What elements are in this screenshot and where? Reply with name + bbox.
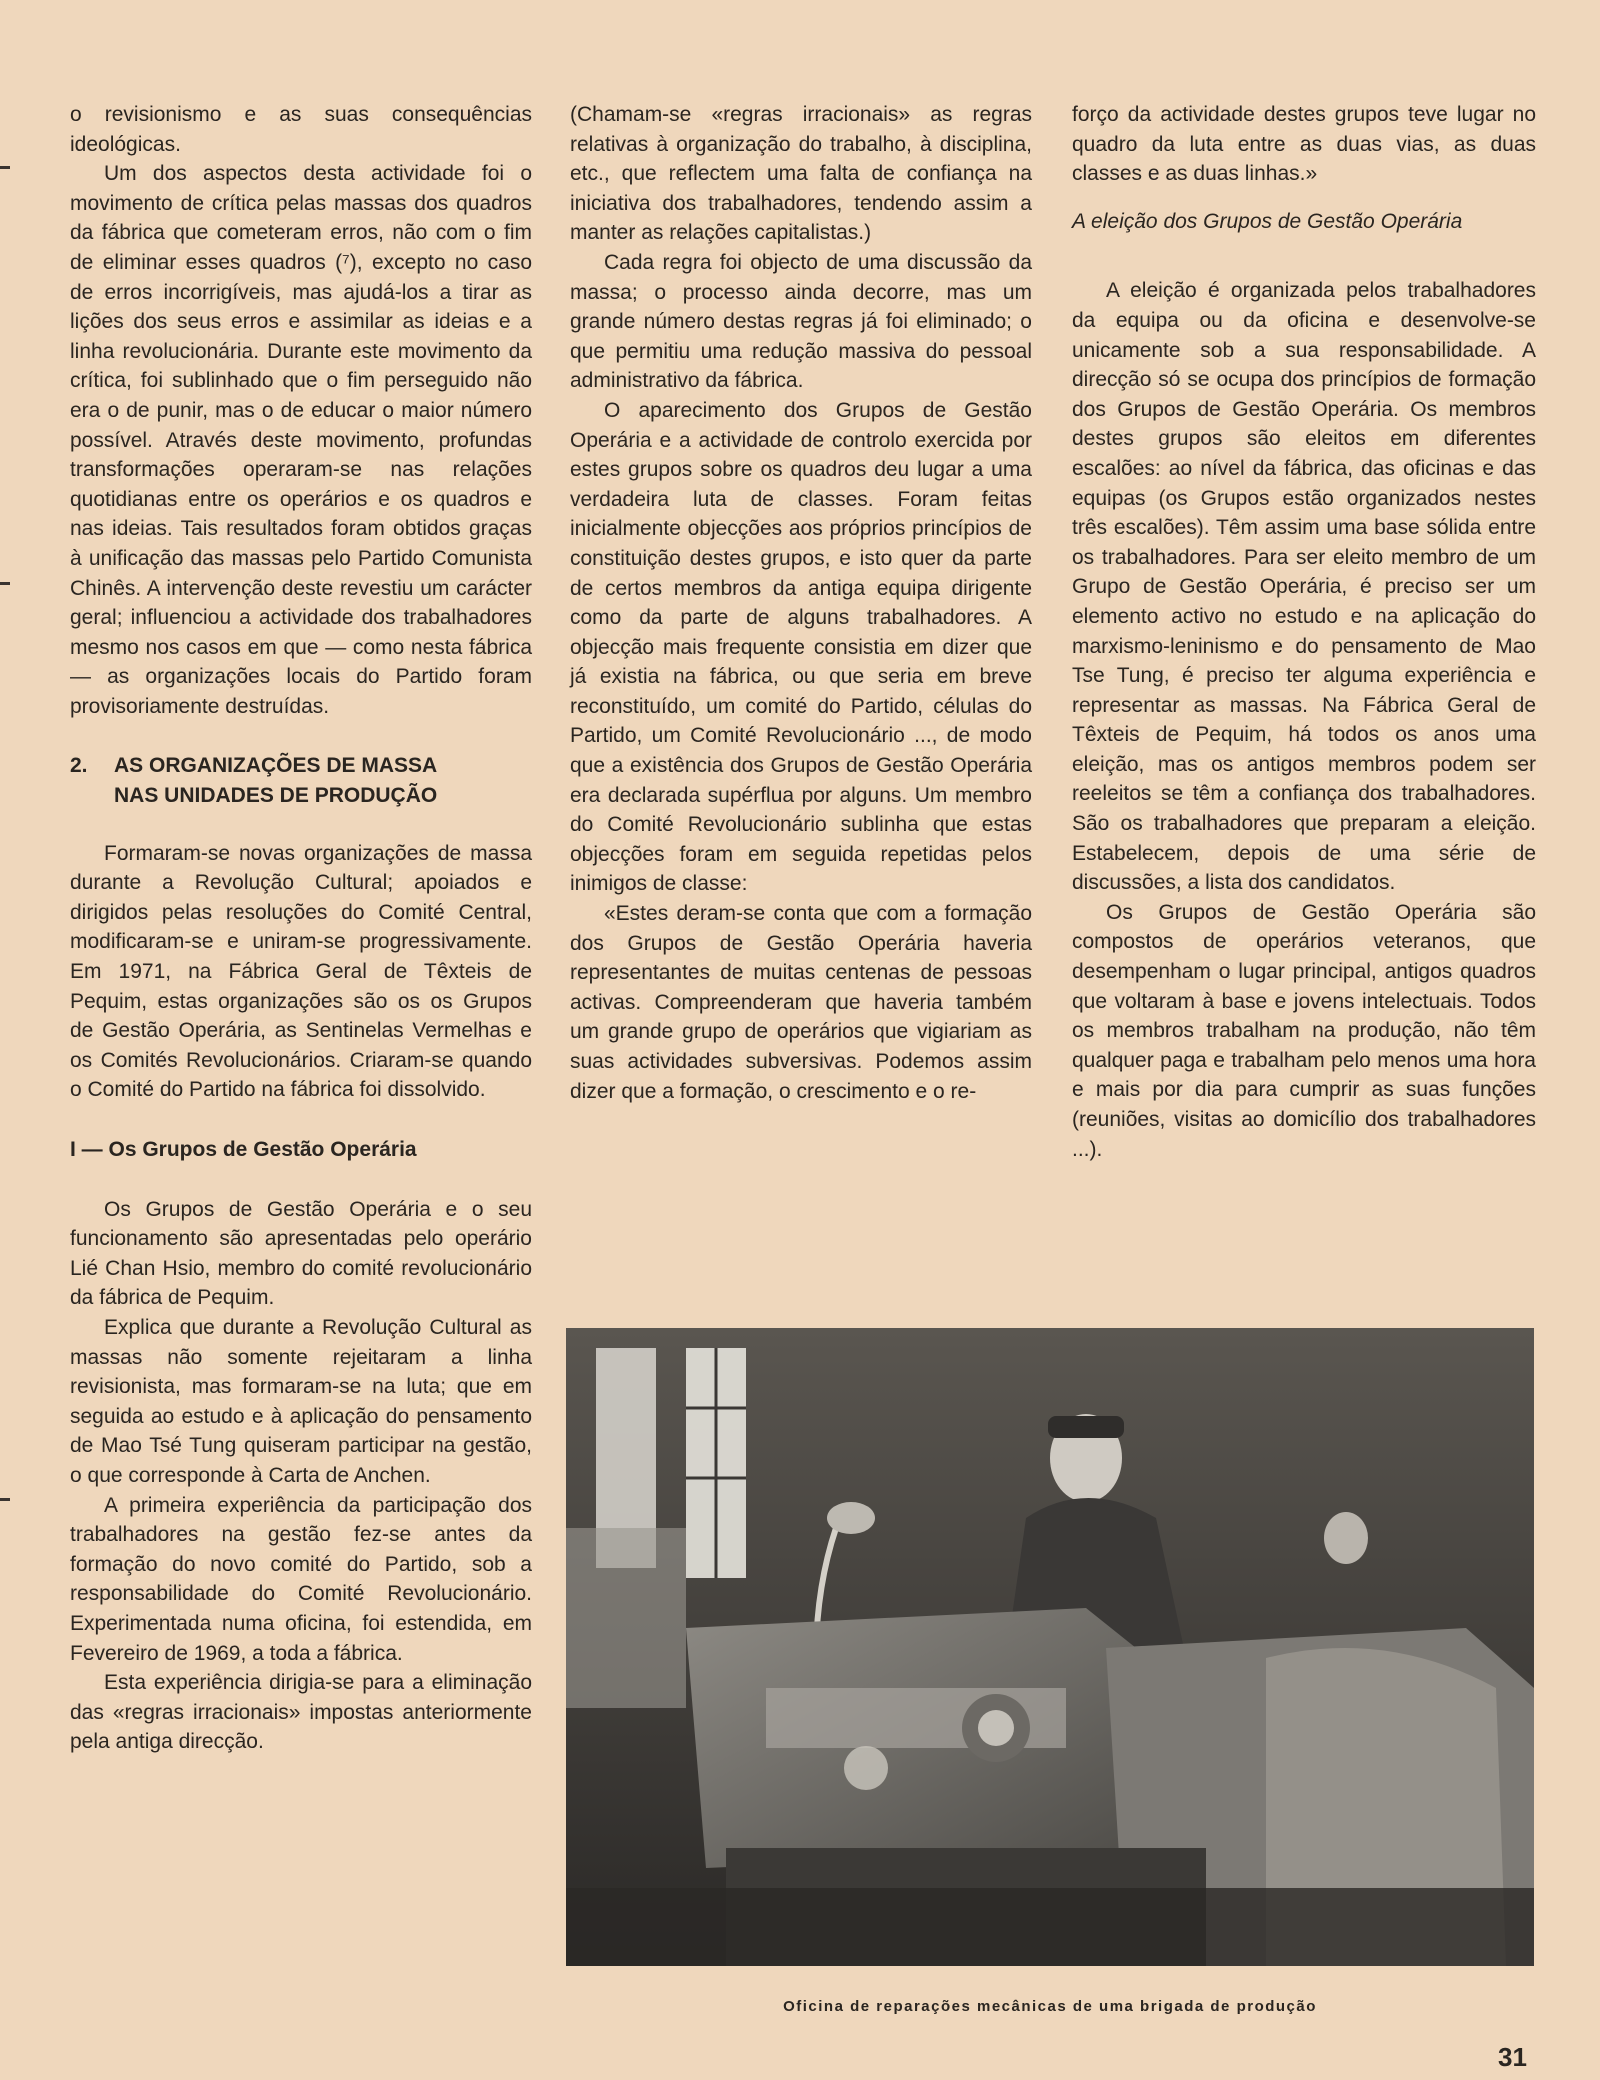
page-number: 31 bbox=[1498, 2042, 1527, 2072]
section-number: 2. bbox=[70, 754, 88, 778]
factory-photo-illustration bbox=[566, 1328, 1534, 1966]
section-title-line1: AS ORGANIZAÇÕES DE MASSA bbox=[114, 754, 438, 778]
photo-caption: Oficina de reparações mecânicas de uma brigada de produção bbox=[783, 1998, 1317, 2015]
sub-heading: I — Os Grupos de Gestão Operária bbox=[70, 1138, 417, 1161]
paragraph: «Estes deram-se conta que com a formação dos Grupos de Gestão Operária haveria representantes de muitas centenas de pessoas activas. Compreenderam que haveria também um grande grupo de operários que vigiariam as suas actividades subversivas. Podemos assim dizer que a formação, o crescimento e o re- bbox=[570, 902, 1032, 1103]
text-column-1 bbox=[70, 100, 532, 1757]
margin-mark bbox=[0, 582, 10, 585]
paragraph: Os Grupos de Gestão Operária são compostos de operários veteranos, que desempenham o lugar principal, antigos quadros que voltaram à base e jovens intelectuais. Todos os membros trabalham na produção, não têm qualquer paga e trabalham pelo menos uma hora e mais por dia para cumprir as suas funções (reuniões, visitas ao domicílio dos trabalhadores ...). bbox=[1072, 900, 1536, 1161]
paragraph: o revisionismo e as suas consequências ideológicas. bbox=[70, 103, 532, 156]
paragraph: (Chamam-se «regras irracionais» as regras relativas à organização do trabalho, à disciplina, etc., que reflectem uma falta de confiança na iniciativa dos trabalhadores, tendendo assim a manter as relações capitalistas.) bbox=[570, 103, 1032, 245]
paragraph: Cada regra foi objecto de uma discussão da massa; o processo ainda decorre, mas um grande número destas regras já foi eliminado; o que permitiu uma redução massiva do pessoal administrativo da fábrica. bbox=[570, 250, 1032, 393]
section-title-line2: NAS UNIDADES DE PRODUÇÃO bbox=[114, 784, 438, 808]
paragraph: A eleição é organizada pelos trabalhadores da equipa ou da oficina e desenvolve-se unicamente sob a sua responsabilidade. A direcção só se ocupa dos princípios de formação dos Grupos de Gestão Operária. Os membros destes grupos são eleitos em diferentes escalões: ao nível da fábrica, das oficinas e das equipas (os Grupos estão organizados nestes três escalões). Têm assim uma base sólida entre os trabalhadores. Para ser eleito membro de um Grupo de Gestão Operária, é preciso ser um elemento activo no estudo e na aplicação do marxismo-leninismo e do pensamento de Mao Tse Tung, é preciso ter alguma experiência e representar as massas. Na Fábrica Geral de Têxteis de Pequim, há todos os anos uma eleição, mas os antigos membros podem ser reeleitos se têm a confiança dos trabalhadores. São os trabalhadores que preparam a eleição. Estabelecem, depois de uma série de discussões, a lista dos candidatos. bbox=[1072, 279, 1536, 895]
margin-mark bbox=[0, 1498, 10, 1501]
text-column-3 bbox=[1072, 100, 1536, 1164]
paragraph: forço da actividade destes grupos teve lugar no quadro da luta entre as duas vias, as duas classes e as duas linhas.» bbox=[1072, 103, 1536, 186]
paragraph: Esta experiência dirigia-se para a eliminação das «regras irracionais» impostas anteriormente pela antiga direcção. bbox=[70, 1671, 532, 1754]
section-heading bbox=[70, 751, 532, 810]
paragraph: Um dos aspectos desta actividade foi o movimento de crítica pelas massas dos quadros da fábrica que cometeram erros, não com o fim de eliminar esses quadros (⁷), excepto no caso de erros incorrigíveis, mas ajudá-los a tirar as lições dos seus erros e assimilar as ideias e a linha revolucionária. Durante este movimento da crítica, foi sublinhado que o fim perseguido não era o de punir, mas o de educar o maior número possível. Através deste movimento, profundas transformações operaram-se nas relações quotidianas entre os operários e os quadros e nas ideias. Tais resultados foram obtidos graças à unificação das massas pelo Partido Comunista Chinês. A intervenção deste revestiu um carácter geral; influenciou a actividade dos trabalhadores mesmo nos casos em que — como nesta fábrica — as organizações locais do Partido foram provisoriamente destruídas. bbox=[70, 162, 532, 718]
italic-heading: A eleição dos Grupos de Gestão Operária bbox=[1072, 209, 1463, 233]
text-column-2 bbox=[570, 100, 1032, 1106]
paragraph: Formaram-se novas organizações de massa durante a Revolução Cultural; apoiados e dirigidos pelas resoluções do Comité Central, modificaram-se e uniram-se progressivamente. Em 1971, na Fábrica Geral de Têxteis de Pequim, estas organizações são os os Grupos de Gestão Operária, as Sentinelas Vermelhas e os Comités Revolucionários. Criaram-se quando o Comité do Partido na fábrica foi dissolvido. bbox=[70, 841, 532, 1102]
factory-photo bbox=[566, 1328, 1534, 1966]
paragraph: A primeira experiência da participação dos trabalhadores na gestão fez-se antes da formação do novo comité do Partido, sob a responsabilidade do Comité Revolucionário. Experimentada numa oficina, foi estendida, em Fevereiro de 1969, a toda a fábrica. bbox=[70, 1493, 532, 1665]
paragraph: Os Grupos de Gestão Operária e o seu funcionamento são apresentadas pelo operário Lié Chan Hsio, membro do comité revolucionário da fábrica de Pequim. bbox=[70, 1197, 532, 1310]
paragraph: Explica que durante a Revolução Cultural as massas não somente rejeitaram a linha revisionista, mas formaram-se na luta; que em seguida ao estudo e à aplicação do pensamento de Mao Tsé Tung quiseram participar na gestão, o que corresponde à Carta de Anchen. bbox=[70, 1315, 532, 1487]
paragraph: O aparecimento dos Grupos de Gestão Operária e a actividade de controlo exercida por estes grupos sobre os quadros deu lugar a uma verdadeira luta de classes. Foram feitas inicialmente objecções aos próprios princípios de constituição destes grupos, e isto quer da parte de certos membros da antiga equipa dirigente como da parte de alguns trabalhadores. A objecção mais frequente consistia em dizer que já existia na fábrica, ou que seria em breve reconstituído, um comité do Partido, células do Partido, um Comité Revolucionário ..., de modo que a existência dos Grupos de Gestão Operária era declarada supérflua por alguns. Um membro do Comité Revolucionário sublinha que estas objecções foram em seguida repetidas pelos inimigos de classe: bbox=[570, 398, 1032, 896]
margin-mark bbox=[0, 166, 10, 169]
